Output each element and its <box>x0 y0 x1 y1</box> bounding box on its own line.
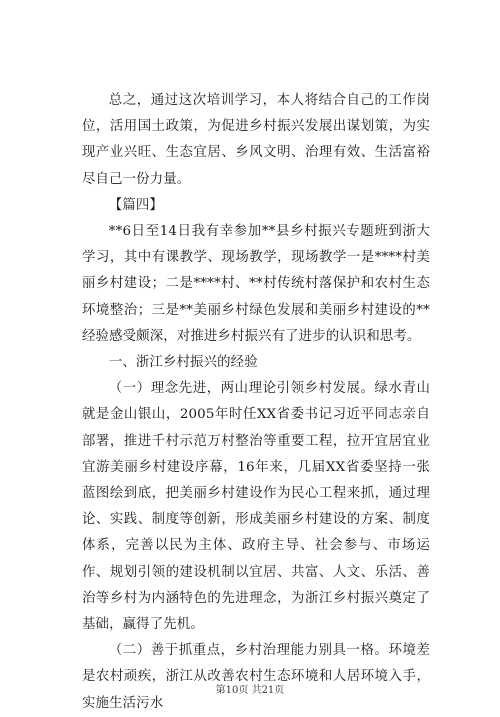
paragraph-conclusion: 总之，通过这次培训学习，本人将结合自己的工作岗位，活用国土政策，为促进乡村振兴发展出谋划策，为实现产业兴旺、生态宜居、乡风文明、治理有效、生活富裕尽自己一份力量。 <box>82 93 430 187</box>
paragraph-intro: **6日至14日我有幸参加**县乡村振兴专题班到浙大学习，其中有课教学、现场教学，现场教学一是****村美丽乡村建设；二是****村、**村传统村落保护和农村生态环境整治；三是**美丽乡村绿色发展和美丽乡村建设的**经验感受颇深，对推进乡村振兴有了进步的认识和思考。 <box>82 224 430 344</box>
section-marker-part-four: 【篇四】 <box>108 197 163 213</box>
paragraph-point-one: （一）理念先进，两山理论引领乡村发展。绿水青山就是金山银山，2005年时任XX省委书记习近平同志亲自部署，推进千村示范万村整治等重要工程，拉开宜居宜业宜游美丽乡村建设序幕，16年来，几届XX省委坚持一张蓝图绘到底，把美丽乡村建设作为民心工程来抓，通过理论、实践、制度等创新，形成美丽乡村建设的方案、制度体系，完善以民为主体、政府主导、社会参与、市场运作、规划引领的建设机制以宜居、共富、人文、乐活、善治等乡村为内涵特色的先进理念，为浙江乡村振兴奠定了基础，赢得了先机。 <box>82 381 430 633</box>
section-heading-experience: 一、浙江乡村振兴的经验 <box>108 355 258 371</box>
page-number-label: 第10页 共21页 <box>215 685 285 696</box>
paragraph-point-two: （二）善于抓重点，乡村治理能力别具一格。环境差是农村顽疾，浙江从改善农村生态环境和人居环境入手，实施生活污水 <box>82 643 430 711</box>
page-footer <box>0 681 500 696</box>
document-body <box>82 88 430 717</box>
